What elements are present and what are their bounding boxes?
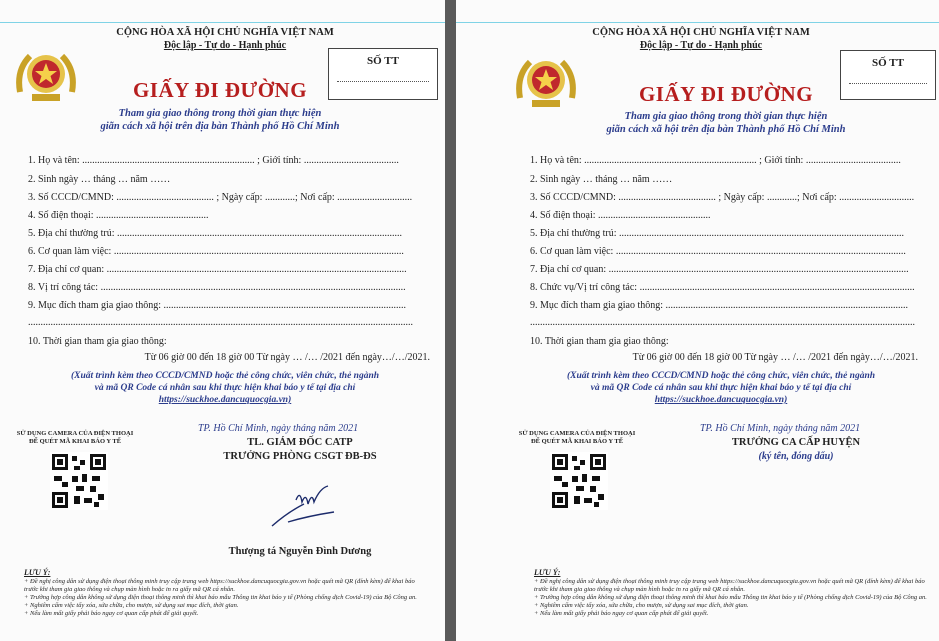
- signer-title-line-2: TRƯỞNG PHÒNG CSGT ĐB-ĐS: [223, 451, 377, 462]
- guide-line: [0, 22, 445, 23]
- note-line-1: (Xuất trình kèm theo CCCD/CMND hoặc thẻ công chức, viên chức, thẻ ngành: [70, 371, 380, 381]
- health-declaration-link[interactable]: https://suckhoe.dancuquocgia.vn): [158, 395, 292, 405]
- note-item: + Đề nghị công dân sử dụng điện thoại thông minh truy cập trang web https://suckhoe.dancuquocgia.gov.vn hoặc quét mã QR (đính kèm) để khai báo trước khi tham gia giao thông và chụp màn hình hoặc in ra giấy mã QR cá nhân.: [24, 578, 415, 593]
- signer-title-line-2: (ký tên, đóng dấu): [758, 451, 834, 462]
- national-title: CỘNG HÒA XÃ HỘI CHỦ NGHĨA VIỆT NAM: [116, 27, 334, 38]
- subtitle-line-1: Tham gia giao thông trong thời gian thực hiện: [624, 111, 828, 122]
- field-full-name: 1. Họ và tên: ..................................................................... ; Giới tính: ......................................: [530, 155, 901, 166]
- subtitle-line-2: giãn cách xã hội trên địa bàn Thành phố Hồ Chí Minh: [100, 121, 340, 132]
- note-item: + Đề nghị công dân sử dụng điện thoại thông minh truy cập trang web https://suckhoe.dancuquocgia.gov.vn hoặc quét mã QR (đính kèm) để khai báo trước khi tham gia giao thông và chụp màn hình hoặc in ra giấy mã QR cá nhân.: [534, 578, 925, 593]
- field-phone: 4. Số điện thoại: .............................................: [530, 210, 711, 221]
- note-item: + Nếu làm mất giấy phải báo ngay cơ quan cấp phát để giải quyết.: [24, 610, 199, 617]
- qr-label-line-1: SỬ DỤNG CAMERA CỦA ĐIỆN THOẠI: [16, 430, 134, 437]
- note-line-2: và mã QR Code cá nhân sau khi thực hiện khai báo y tế tại địa chỉ: [590, 383, 852, 393]
- subtitle-line-2: giãn cách xã hội trên địa bàn Thành phố Hồ Chí Minh: [606, 124, 846, 135]
- note-line-1: (Xuất trình kèm theo CCCD/CMND hoặc thẻ công chức, viên chức, thẻ ngành: [566, 371, 876, 381]
- form-title: GIẤY ĐI ĐƯỜNG: [638, 82, 814, 106]
- field-workplace-address: 7. Địa chỉ cơ quan: ........................................................................................................................: [28, 264, 407, 275]
- field-phone: 4. Số điện thoại: .............................................: [28, 210, 209, 221]
- notes-heading: LƯU Ý:: [24, 568, 51, 577]
- field-workplace-address: 7. Địa chỉ cơ quan: ........................................................................................................................: [530, 264, 909, 275]
- field-position: 8. Vị trí công tác: ..........................................................................................................................: [28, 282, 406, 293]
- qr-code-icon: [50, 452, 108, 510]
- qr-label-line-1: SỬ DỤNG CAMERA CỦA ĐIỆN THOẠI: [518, 430, 636, 437]
- note-item: + Nếu làm mất giấy phải báo ngay cơ quan cấp phát để giải quyết.: [534, 610, 709, 617]
- field-purpose-continued: ..........................................................................................................................................................: [28, 317, 413, 328]
- field-purpose: 9. Mục đích tham gia giao thông: .................................................................................................: [28, 300, 407, 311]
- field-birth-date: 2. Sinh ngày … tháng … năm ……: [530, 174, 673, 185]
- field-birth-date: 2. Sinh ngày … tháng … năm ……: [28, 174, 171, 185]
- note-item: + Nghiêm cấm việc tẩy xóa, sửa chữa, cho mượn, sử dụng sai mục đích, thời gian.: [534, 602, 749, 609]
- notes-heading: LƯU Ý:: [534, 568, 561, 577]
- motto: Độc lập - Tự do - Hạnh phúc: [639, 40, 763, 51]
- serial-number-label: SỐ TT: [367, 55, 399, 67]
- form-title: GIẤY ĐI ĐƯỜNG: [132, 78, 308, 102]
- field-permanent-address: 5. Địa chỉ thường trú: ..................................................................................................................: [28, 228, 403, 239]
- field-id-number: 3. Số CCCD/CMND: ....................................... ; Ngày cấp: ............; Nơi cấp: ..............................: [530, 192, 915, 203]
- signer-title-line-1: TL. GIÁM ĐỐC CATP: [247, 437, 353, 448]
- note-item: + Trường hợp công dân không sử dụng điện thoại thông minh thì khai báo mẫu Thông tin khai báo y tế (Phòng chống dịch Covid-19) của Bộ Công an.: [534, 594, 927, 601]
- note-item: + Nghiêm cấm việc tẩy xóa, sửa chữa, cho mượn, sử dụng sai mục đích, thời gian.: [24, 602, 239, 609]
- notes-list: [534, 578, 929, 618]
- note-item: + Trường hợp công dân không sử dụng điện thoại thông minh thì khai báo mẫu Thông tin khai báo y tế (Phòng chống dịch Covid-19) của Bộ Công an.: [24, 594, 417, 601]
- time-range: Từ 06 giờ 00 đến 18 giờ 00 Từ ngày … /… /2021 đến ngày…/…/2021.: [144, 352, 430, 363]
- issue-date: TP. Hồ Chí Minh, ngày tháng năm 2021: [198, 423, 359, 434]
- field-workplace: 6. Cơ quan làm việc: ....................................................................................................................: [28, 246, 404, 257]
- field-travel-time: 10. Thời gian tham gia giao thông:: [28, 336, 167, 347]
- handwritten-signature-icon: [268, 482, 338, 532]
- field-purpose: 9. Mục đích tham gia giao thông: .................................................................................................: [530, 300, 909, 311]
- health-declaration-link[interactable]: https://suckhoe.dancuquocgia.vn): [654, 395, 788, 405]
- field-workplace: 6. Cơ quan làm việc: ....................................................................................................................: [530, 246, 906, 257]
- subtitle-line-1: Tham gia giao thông trong thời gian thực hiện: [118, 108, 322, 119]
- signer-title-line-1: TRƯỞNG CA CẤP HUYỆN: [731, 437, 861, 448]
- motto: Độc lập - Tự do - Hạnh phúc: [163, 40, 287, 51]
- field-position: 8. Chức vụ/Vị trí công tác: ..............................................................................................................: [530, 282, 915, 293]
- guide-line: [456, 22, 939, 23]
- time-range: Từ 06 giờ 00 đến 18 giờ 00 Từ ngày … /… /2021 đến ngày…/…/2021.: [632, 352, 918, 363]
- field-permanent-address: 5. Địa chỉ thường trú: ..................................................................................................................: [530, 228, 905, 239]
- note-line-2: và mã QR Code cá nhân sau khi thực hiện khai báo y tế tại địa chỉ: [94, 383, 356, 393]
- field-purpose-continued: ..........................................................................................................................................................: [530, 317, 915, 328]
- document-right: [456, 0, 939, 641]
- notes-list: [24, 578, 424, 618]
- signer-name: Thượng tá Nguyễn Đình Dương: [228, 546, 372, 557]
- field-full-name: 1. Họ và tên: ..................................................................... ; Giới tính: ......................................: [28, 155, 399, 166]
- national-title: CỘNG HÒA XÃ HỘI CHỦ NGHĨA VIỆT NAM: [592, 27, 810, 38]
- field-id-number: 3. Số CCCD/CMND: ....................................... ; Ngày cấp: ............; Nơi cấp: ..............................: [28, 192, 413, 203]
- serial-number-label: SỐ TT: [872, 57, 904, 69]
- issue-date: TP. Hồ Chí Minh, ngày tháng năm 2021: [700, 423, 861, 434]
- field-travel-time: 10. Thời gian tham gia giao thông:: [530, 336, 669, 347]
- qr-label-line-2: ĐỂ QUÉT MÃ KHAI BÁO Y TẾ: [530, 438, 624, 445]
- qr-label-line-2: ĐỂ QUÉT MÃ KHAI BÁO Y TẾ: [28, 438, 122, 445]
- qr-code-icon: [550, 452, 608, 510]
- document-left: [0, 0, 445, 641]
